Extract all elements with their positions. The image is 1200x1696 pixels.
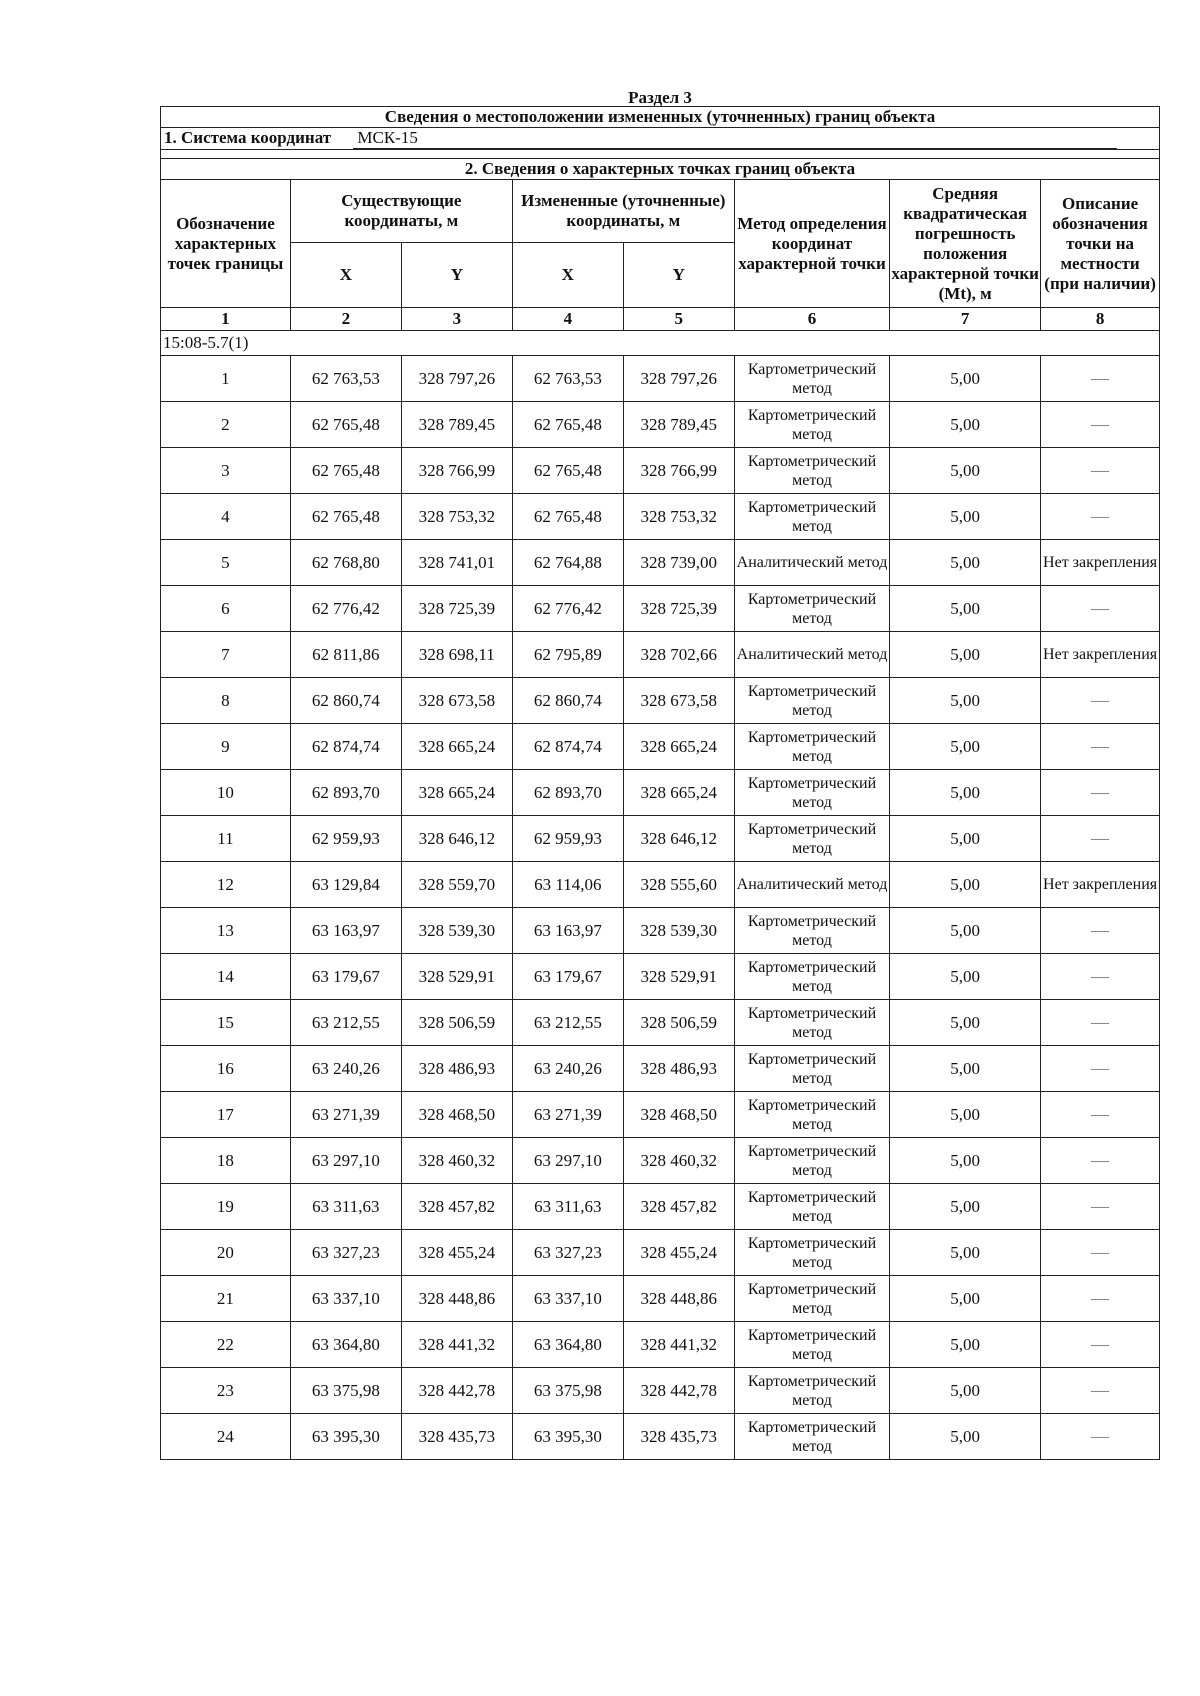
existing-x: 63 327,23 — [290, 1230, 401, 1276]
existing-x: 63 212,55 — [290, 1000, 401, 1046]
method-cell: Картометрический метод — [734, 1046, 889, 1092]
table-row — [161, 494, 1160, 540]
column-number: 4 — [512, 308, 623, 331]
table-row — [161, 724, 1160, 770]
table-row — [161, 908, 1160, 954]
description-cell — [1041, 1138, 1160, 1184]
description-cell — [1041, 724, 1160, 770]
changed-y: 328 457,82 — [623, 1184, 734, 1230]
section-title: Раздел 3 — [628, 88, 692, 107]
point-number: 21 — [161, 1276, 291, 1322]
table-row — [161, 1276, 1160, 1322]
changed-x: 62 764,88 — [512, 540, 623, 586]
table-header — [161, 107, 1160, 356]
description-cell — [1041, 1184, 1160, 1230]
header-changed: Измененные (уточненные) координаты, м — [512, 180, 734, 243]
existing-y: 328 448,86 — [401, 1276, 512, 1322]
changed-y: 328 506,59 — [623, 1000, 734, 1046]
error-value: 5,00 — [890, 1046, 1041, 1092]
existing-y: 328 486,93 — [401, 1046, 512, 1092]
existing-x: 62 959,93 — [290, 816, 401, 862]
header-changed-y: Y — [623, 243, 734, 308]
method-cell: Картометрический метод — [734, 770, 889, 816]
changed-y: 328 739,00 — [623, 540, 734, 586]
point-number: 19 — [161, 1184, 291, 1230]
changed-x: 62 763,53 — [512, 356, 623, 402]
point-number: 22 — [161, 1322, 291, 1368]
description-cell — [1041, 1276, 1160, 1322]
changed-x: 63 337,10 — [512, 1276, 623, 1322]
changed-x: 63 327,23 — [512, 1230, 623, 1276]
existing-y: 328 559,70 — [401, 862, 512, 908]
method-cell: Картометрический метод — [734, 448, 889, 494]
changed-y: 328 665,24 — [623, 724, 734, 770]
table-row — [161, 1092, 1160, 1138]
changed-x: 62 776,42 — [512, 586, 623, 632]
empty-dash — [1091, 517, 1109, 518]
point-number: 24 — [161, 1414, 291, 1460]
method-cell: Картометрический метод — [734, 816, 889, 862]
changed-x: 63 114,06 — [512, 862, 623, 908]
empty-dash — [1091, 1069, 1109, 1070]
changed-y: 328 455,24 — [623, 1230, 734, 1276]
description-cell — [1041, 1322, 1160, 1368]
header-error: Средняя квадратическая погрешность положения характерной точки (Mt), м — [890, 180, 1041, 308]
existing-x: 62 776,42 — [290, 586, 401, 632]
existing-y: 328 529,91 — [401, 954, 512, 1000]
existing-x: 63 179,67 — [290, 954, 401, 1000]
coord-system-value: МСК-15 — [353, 128, 1117, 149]
existing-x: 63 375,98 — [290, 1368, 401, 1414]
empty-dash — [1091, 1299, 1109, 1300]
error-value: 5,00 — [890, 908, 1041, 954]
empty-dash — [1091, 931, 1109, 932]
description-cell — [1041, 908, 1160, 954]
changed-x: 62 765,48 — [512, 494, 623, 540]
method-cell: Картометрический метод — [734, 908, 889, 954]
existing-y: 328 673,58 — [401, 678, 512, 724]
empty-dash — [1091, 977, 1109, 978]
column-number: 3 — [401, 308, 512, 331]
existing-x: 62 765,48 — [290, 448, 401, 494]
description-cell — [1041, 586, 1160, 632]
description-cell — [1041, 1000, 1160, 1046]
changed-x: 63 212,55 — [512, 1000, 623, 1046]
header-existing-x: X — [290, 243, 401, 308]
changed-x: 63 311,63 — [512, 1184, 623, 1230]
changed-x: 62 874,74 — [512, 724, 623, 770]
table-row — [161, 1414, 1160, 1460]
existing-x: 63 240,26 — [290, 1046, 401, 1092]
empty-dash — [1091, 1115, 1109, 1116]
method-cell: Картометрический метод — [734, 356, 889, 402]
header-method: Метод определения координат характерной точки — [734, 180, 889, 308]
header-designation: Обозначение характерных точек границы — [161, 180, 291, 308]
description-cell — [1041, 1092, 1160, 1138]
empty-dash — [1091, 1023, 1109, 1024]
existing-x: 62 874,74 — [290, 724, 401, 770]
error-value: 5,00 — [890, 1000, 1041, 1046]
header-changed-x: X — [512, 243, 623, 308]
existing-x: 62 765,48 — [290, 494, 401, 540]
error-value: 5,00 — [890, 1322, 1041, 1368]
changed-y: 328 766,99 — [623, 448, 734, 494]
existing-x: 62 893,70 — [290, 770, 401, 816]
changed-y: 328 441,32 — [623, 1322, 734, 1368]
error-value: 5,00 — [890, 1184, 1041, 1230]
table-row — [161, 862, 1160, 908]
existing-y: 328 460,32 — [401, 1138, 512, 1184]
table-row — [161, 1230, 1160, 1276]
method-cell: Картометрический метод — [734, 1322, 889, 1368]
existing-y: 328 789,45 — [401, 402, 512, 448]
existing-y: 328 725,39 — [401, 586, 512, 632]
existing-x: 62 860,74 — [290, 678, 401, 724]
header-existing: Существующие координаты, м — [290, 180, 512, 243]
changed-x: 62 765,48 — [512, 402, 623, 448]
point-number: 8 — [161, 678, 291, 724]
description-cell: Нет закрепления — [1041, 540, 1160, 586]
description-cell — [1041, 402, 1160, 448]
description-cell — [1041, 1046, 1160, 1092]
existing-y: 328 665,24 — [401, 724, 512, 770]
error-value: 5,00 — [890, 1092, 1041, 1138]
method-cell: Картометрический метод — [734, 1092, 889, 1138]
error-value: 5,00 — [890, 1368, 1041, 1414]
column-number: 8 — [1041, 308, 1160, 331]
changed-y: 328 529,91 — [623, 954, 734, 1000]
existing-y: 328 646,12 — [401, 816, 512, 862]
existing-y: 328 665,24 — [401, 770, 512, 816]
error-value: 5,00 — [890, 770, 1041, 816]
table-row — [161, 448, 1160, 494]
point-number: 1 — [161, 356, 291, 402]
method-cell: Аналитический метод — [734, 862, 889, 908]
description-cell: Нет закрепления — [1041, 632, 1160, 678]
point-number: 20 — [161, 1230, 291, 1276]
empty-dash — [1091, 1161, 1109, 1162]
error-value: 5,00 — [890, 1138, 1041, 1184]
error-value: 5,00 — [890, 816, 1041, 862]
method-cell: Картометрический метод — [734, 678, 889, 724]
empty-dash — [1091, 379, 1109, 380]
error-value: 5,00 — [890, 678, 1041, 724]
changed-y: 328 468,50 — [623, 1092, 734, 1138]
column-number: 7 — [890, 308, 1041, 331]
table-title: Сведения о местоположении измененных (уточненных) границ объекта — [161, 107, 1160, 128]
changed-x: 63 271,39 — [512, 1092, 623, 1138]
points-title: 2. Сведения о характерных точках границ объекта — [161, 159, 1160, 180]
group-label: 15:08-5.7(1) — [161, 331, 1160, 356]
table-row — [161, 1184, 1160, 1230]
changed-y: 328 555,60 — [623, 862, 734, 908]
error-value: 5,00 — [890, 1414, 1041, 1460]
table-row — [161, 540, 1160, 586]
table-row — [161, 1000, 1160, 1046]
changed-y: 328 725,39 — [623, 586, 734, 632]
empty-dash — [1091, 839, 1109, 840]
existing-y: 328 506,59 — [401, 1000, 512, 1046]
header-existing-y: Y — [401, 243, 512, 308]
error-value: 5,00 — [890, 862, 1041, 908]
changed-x: 62 860,74 — [512, 678, 623, 724]
existing-x: 62 768,80 — [290, 540, 401, 586]
existing-x: 62 765,48 — [290, 402, 401, 448]
error-value: 5,00 — [890, 632, 1041, 678]
error-value: 5,00 — [890, 448, 1041, 494]
existing-y: 328 539,30 — [401, 908, 512, 954]
error-value: 5,00 — [890, 586, 1041, 632]
error-value: 5,00 — [890, 954, 1041, 1000]
changed-x: 62 765,48 — [512, 448, 623, 494]
point-number: 15 — [161, 1000, 291, 1046]
method-cell: Картометрический метод — [734, 954, 889, 1000]
empty-dash — [1091, 1391, 1109, 1392]
existing-y: 328 753,32 — [401, 494, 512, 540]
point-number: 5 — [161, 540, 291, 586]
existing-x: 63 163,97 — [290, 908, 401, 954]
description-cell — [1041, 1230, 1160, 1276]
existing-x: 63 364,80 — [290, 1322, 401, 1368]
method-cell: Картометрический метод — [734, 1230, 889, 1276]
changed-y: 328 539,30 — [623, 908, 734, 954]
method-cell: Картометрический метод — [734, 402, 889, 448]
changed-y: 328 486,93 — [623, 1046, 734, 1092]
changed-x: 62 893,70 — [512, 770, 623, 816]
changed-x: 63 364,80 — [512, 1322, 623, 1368]
table-row — [161, 1368, 1160, 1414]
changed-y: 328 665,24 — [623, 770, 734, 816]
existing-y: 328 455,24 — [401, 1230, 512, 1276]
table-row — [161, 1138, 1160, 1184]
method-cell: Аналитический метод — [734, 632, 889, 678]
empty-dash — [1091, 1253, 1109, 1254]
empty-dash — [1091, 609, 1109, 610]
existing-x: 63 129,84 — [290, 862, 401, 908]
description-cell — [1041, 356, 1160, 402]
changed-y: 328 673,58 — [623, 678, 734, 724]
error-value: 5,00 — [890, 356, 1041, 402]
existing-x: 63 311,63 — [290, 1184, 401, 1230]
point-number: 3 — [161, 448, 291, 494]
method-cell: Картометрический метод — [734, 1276, 889, 1322]
table-row — [161, 816, 1160, 862]
changed-x: 62 959,93 — [512, 816, 623, 862]
table-row — [161, 632, 1160, 678]
coord-system-label: 1. Система координат — [164, 128, 332, 147]
description-cell — [1041, 770, 1160, 816]
changed-y: 328 460,32 — [623, 1138, 734, 1184]
changed-y: 328 646,12 — [623, 816, 734, 862]
table-row — [161, 1322, 1160, 1368]
changed-x: 62 795,89 — [512, 632, 623, 678]
changed-x: 63 163,97 — [512, 908, 623, 954]
column-number: 1 — [161, 308, 291, 331]
empty-dash — [1091, 747, 1109, 748]
point-number: 10 — [161, 770, 291, 816]
table-row — [161, 1046, 1160, 1092]
changed-y: 328 448,86 — [623, 1276, 734, 1322]
changed-y: 328 442,78 — [623, 1368, 734, 1414]
existing-x: 63 297,10 — [290, 1138, 401, 1184]
empty-dash — [1091, 1345, 1109, 1346]
existing-y: 328 766,99 — [401, 448, 512, 494]
existing-x: 63 271,39 — [290, 1092, 401, 1138]
empty-dash — [1091, 793, 1109, 794]
point-number: 18 — [161, 1138, 291, 1184]
point-number: 6 — [161, 586, 291, 632]
existing-y: 328 435,73 — [401, 1414, 512, 1460]
changed-x: 63 297,10 — [512, 1138, 623, 1184]
table-row — [161, 770, 1160, 816]
point-number: 11 — [161, 816, 291, 862]
description-cell — [1041, 1414, 1160, 1460]
column-number: 6 — [734, 308, 889, 331]
error-value: 5,00 — [890, 540, 1041, 586]
method-cell: Картометрический метод — [734, 724, 889, 770]
table-row — [161, 954, 1160, 1000]
column-number: 5 — [623, 308, 734, 331]
table-row — [161, 678, 1160, 724]
description-cell — [1041, 1368, 1160, 1414]
point-number: 9 — [161, 724, 291, 770]
point-number: 7 — [161, 632, 291, 678]
coord-system-row — [161, 128, 1160, 150]
table-row — [161, 402, 1160, 448]
empty-dash — [1091, 1207, 1109, 1208]
existing-y: 328 441,32 — [401, 1322, 512, 1368]
changed-x: 63 179,67 — [512, 954, 623, 1000]
error-value: 5,00 — [890, 402, 1041, 448]
error-value: 5,00 — [890, 494, 1041, 540]
existing-x: 62 811,86 — [290, 632, 401, 678]
existing-x: 63 337,10 — [290, 1276, 401, 1322]
description-cell — [1041, 448, 1160, 494]
changed-y: 328 789,45 — [623, 402, 734, 448]
empty-dash — [1091, 425, 1109, 426]
changed-y: 328 753,32 — [623, 494, 734, 540]
description-cell — [1041, 816, 1160, 862]
changed-y: 328 797,26 — [623, 356, 734, 402]
existing-y: 328 698,11 — [401, 632, 512, 678]
existing-y: 328 457,82 — [401, 1184, 512, 1230]
method-cell: Картометрический метод — [734, 1414, 889, 1460]
point-number: 12 — [161, 862, 291, 908]
changed-y: 328 435,73 — [623, 1414, 734, 1460]
existing-y: 328 741,01 — [401, 540, 512, 586]
empty-dash — [1091, 1437, 1109, 1438]
changed-y: 328 702,66 — [623, 632, 734, 678]
method-cell: Картометрический метод — [734, 1368, 889, 1414]
method-cell: Картометрический метод — [734, 1184, 889, 1230]
point-number: 4 — [161, 494, 291, 540]
changed-x: 63 375,98 — [512, 1368, 623, 1414]
description-cell — [1041, 494, 1160, 540]
error-value: 5,00 — [890, 1230, 1041, 1276]
existing-x: 63 395,30 — [290, 1414, 401, 1460]
existing-x: 62 763,53 — [290, 356, 401, 402]
description-cell — [1041, 954, 1160, 1000]
method-cell: Аналитический метод — [734, 540, 889, 586]
table-body — [161, 356, 1160, 1460]
empty-dash — [1091, 471, 1109, 472]
description-cell: Нет закрепления — [1041, 862, 1160, 908]
point-number: 13 — [161, 908, 291, 954]
column-number: 2 — [290, 308, 401, 331]
method-cell: Картометрический метод — [734, 586, 889, 632]
point-number: 14 — [161, 954, 291, 1000]
table-row — [161, 586, 1160, 632]
point-number: 16 — [161, 1046, 291, 1092]
method-cell: Картометрический метод — [734, 1138, 889, 1184]
spacer-row — [161, 150, 1160, 159]
point-number: 23 — [161, 1368, 291, 1414]
point-number: 2 — [161, 402, 291, 448]
description-cell — [1041, 678, 1160, 724]
error-value: 5,00 — [890, 1276, 1041, 1322]
existing-y: 328 442,78 — [401, 1368, 512, 1414]
error-value: 5,00 — [890, 724, 1041, 770]
empty-dash — [1091, 701, 1109, 702]
method-cell: Картометрический метод — [734, 1000, 889, 1046]
table-row — [161, 356, 1160, 402]
changed-x: 63 395,30 — [512, 1414, 623, 1460]
existing-y: 328 468,50 — [401, 1092, 512, 1138]
header-description: Описание обозначения точки на местности (при наличии) — [1041, 180, 1160, 308]
changed-x: 63 240,26 — [512, 1046, 623, 1092]
boundary-points-table — [160, 106, 1160, 1460]
existing-y: 328 797,26 — [401, 356, 512, 402]
method-cell: Картометрический метод — [734, 494, 889, 540]
point-number: 17 — [161, 1092, 291, 1138]
